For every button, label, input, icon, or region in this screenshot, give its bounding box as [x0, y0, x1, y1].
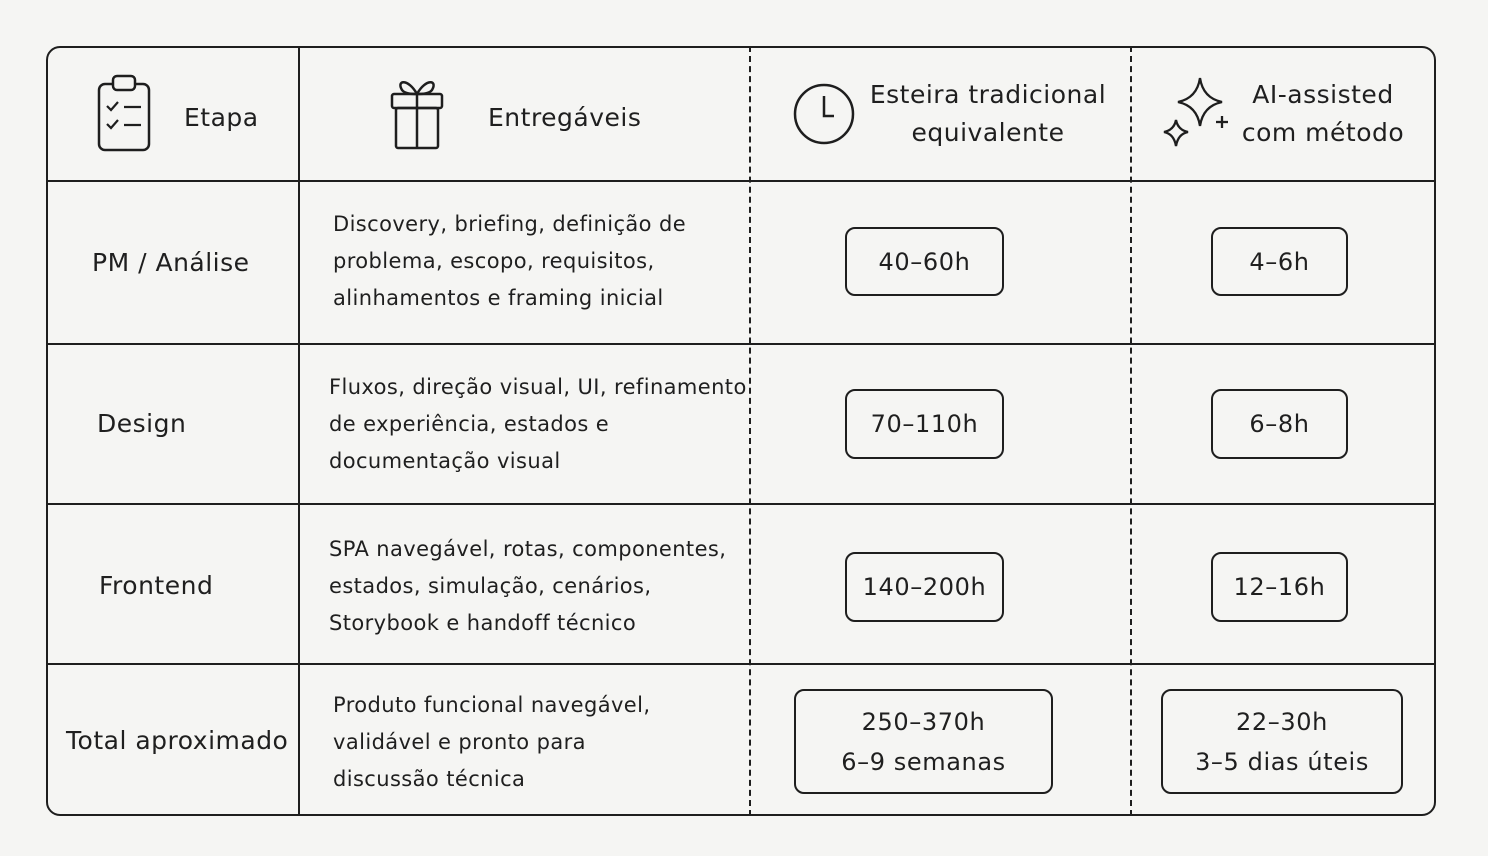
- deliverables-line: Produto funcional navegável,: [333, 693, 651, 717]
- traditional-total-duration: 6–9 semanas: [841, 747, 1006, 776]
- sparkles-icon: [1160, 74, 1232, 158]
- header-ai-line: AI-assisted: [1252, 80, 1394, 109]
- row-divider: [46, 503, 1436, 505]
- deliverables-line: problema, escopo, requisitos,: [333, 249, 655, 273]
- deliverables-line: validável e pronto para: [333, 730, 586, 754]
- stage-label: Frontend: [99, 570, 214, 600]
- deliverables-line: estados, simulação, cenários,: [329, 574, 652, 598]
- traditional-hours: 140–200h: [862, 573, 987, 601]
- ai-hours-badge: [1211, 389, 1348, 459]
- deliverables-line: Discovery, briefing, definição de: [333, 212, 687, 236]
- traditional-hours-badge: [845, 552, 1004, 622]
- deliverables-text: [333, 206, 686, 317]
- header-ai: [1238, 74, 1408, 154]
- traditional-hours-badge: [845, 227, 1004, 296]
- deliverables-line: Storybook e handoff técnico: [329, 611, 637, 635]
- traditional-hours: 70–110h: [870, 410, 979, 438]
- deliverables-line: documentação visual: [329, 449, 561, 473]
- deliverables-text: [333, 687, 650, 798]
- ai-total-badge: [1161, 689, 1403, 794]
- clock-icon: [792, 82, 856, 150]
- header-stage: Etapa: [184, 103, 259, 132]
- row-divider: [46, 663, 1436, 665]
- traditional-total-hours: 250–370h: [861, 707, 986, 736]
- traditional-total-badge: [794, 689, 1053, 794]
- deliverables-line: alinhamentos e framing inicial: [333, 286, 664, 310]
- ai-hours-badge: [1211, 227, 1348, 296]
- traditional-hours: 40–60h: [878, 247, 971, 276]
- column-divider-dashed: [1130, 46, 1132, 816]
- ai-total-hours: 22–30h: [1236, 707, 1328, 736]
- deliverables-text: [329, 369, 747, 480]
- stage-label: Design: [97, 408, 187, 438]
- deliverables-line: de experiência, estados e: [329, 412, 610, 436]
- header-ai-line: com método: [1241, 118, 1405, 147]
- deliverables-line: SPA navegável, rotas, componentes,: [329, 537, 727, 561]
- row-divider: [46, 343, 1436, 345]
- deliverables-text: [329, 531, 726, 642]
- gift-icon: [388, 74, 446, 156]
- deliverables-line: discussão técnica: [333, 767, 526, 791]
- column-divider: [298, 46, 300, 816]
- ai-hours: 12–16h: [1233, 573, 1326, 601]
- header-traditional-line: Esteira tradicional: [869, 80, 1107, 109]
- header-traditional-line: equivalente: [911, 118, 1065, 147]
- ai-total-duration: 3–5 dias úteis: [1195, 747, 1369, 776]
- stage-label: PM / Análise: [92, 247, 250, 277]
- deliverables-line: Fluxos, direção visual, UI, refinamento: [329, 375, 747, 399]
- row-divider: [46, 180, 1436, 182]
- column-divider-dashed: [749, 46, 751, 816]
- header-traditional: [868, 74, 1108, 154]
- traditional-hours-badge: [845, 389, 1004, 459]
- clipboard-checklist-icon: [96, 72, 152, 158]
- ai-hours-badge: [1211, 552, 1348, 622]
- stage-label: Total aproximado: [66, 725, 289, 755]
- ai-hours: 6–8h: [1249, 410, 1310, 438]
- header-deliverables: Entregáveis: [488, 103, 642, 132]
- ai-hours: 4–6h: [1249, 247, 1310, 276]
